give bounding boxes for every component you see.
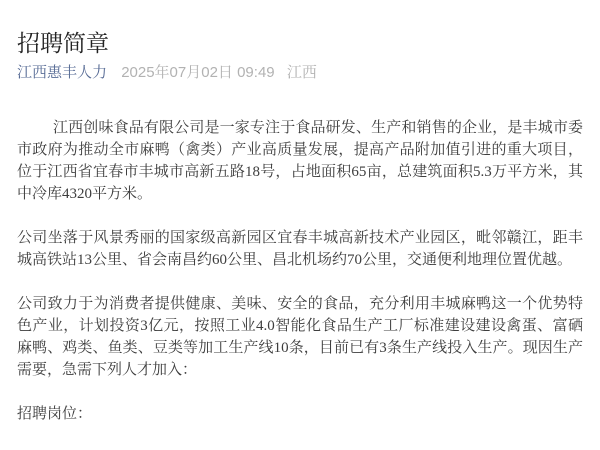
publish-location: 江西	[286, 64, 317, 81]
article-body	[17, 117, 583, 425]
paragraph-investment-info: 公司致力于为消费者提供健康、美味、安全的食品，充分利用丰城麻鸭这一个优势特色产业，计划投资3亿元，按照工业4.0智能化食品生产工厂标准建设建设禽蛋、富硒麻鸭、鸡类、鱼类、豆类等加工生产线10条，目前已有3条生产线投入生产。现因生产需要，急需下列人才加入：	[17, 296, 583, 378]
publish-date: 2025年07月02日 09:49	[121, 64, 275, 81]
article-meta	[17, 62, 583, 83]
article-title: 招聘简章	[17, 30, 109, 56]
paragraph-location-info: 公司坐落于风景秀丽的国家级高新园区宜春丰城高新技术产业园区，毗邻赣江，距丰城高铁站13公里、省会南昌约60公里、昌北机场约70公里，交通便利地理位置优越。	[17, 230, 583, 268]
paragraph-positions-heading: 招聘岗位：	[17, 406, 93, 422]
paragraph-company-intro: 江西创味食品有限公司是一家专注于食品研发、生产和销售的企业，是丰城市委市政府为推动全市麻鸭（禽类）产业高质量发展，提高产品附加值引进的重大项目，位于江西省宜春市丰城市高新五路18号，占地面积65亩，总建筑面积5.3万平方米，其中冷库4320平方米。	[17, 120, 583, 202]
account-name-link[interactable]: 江西惠丰人力	[17, 64, 108, 81]
